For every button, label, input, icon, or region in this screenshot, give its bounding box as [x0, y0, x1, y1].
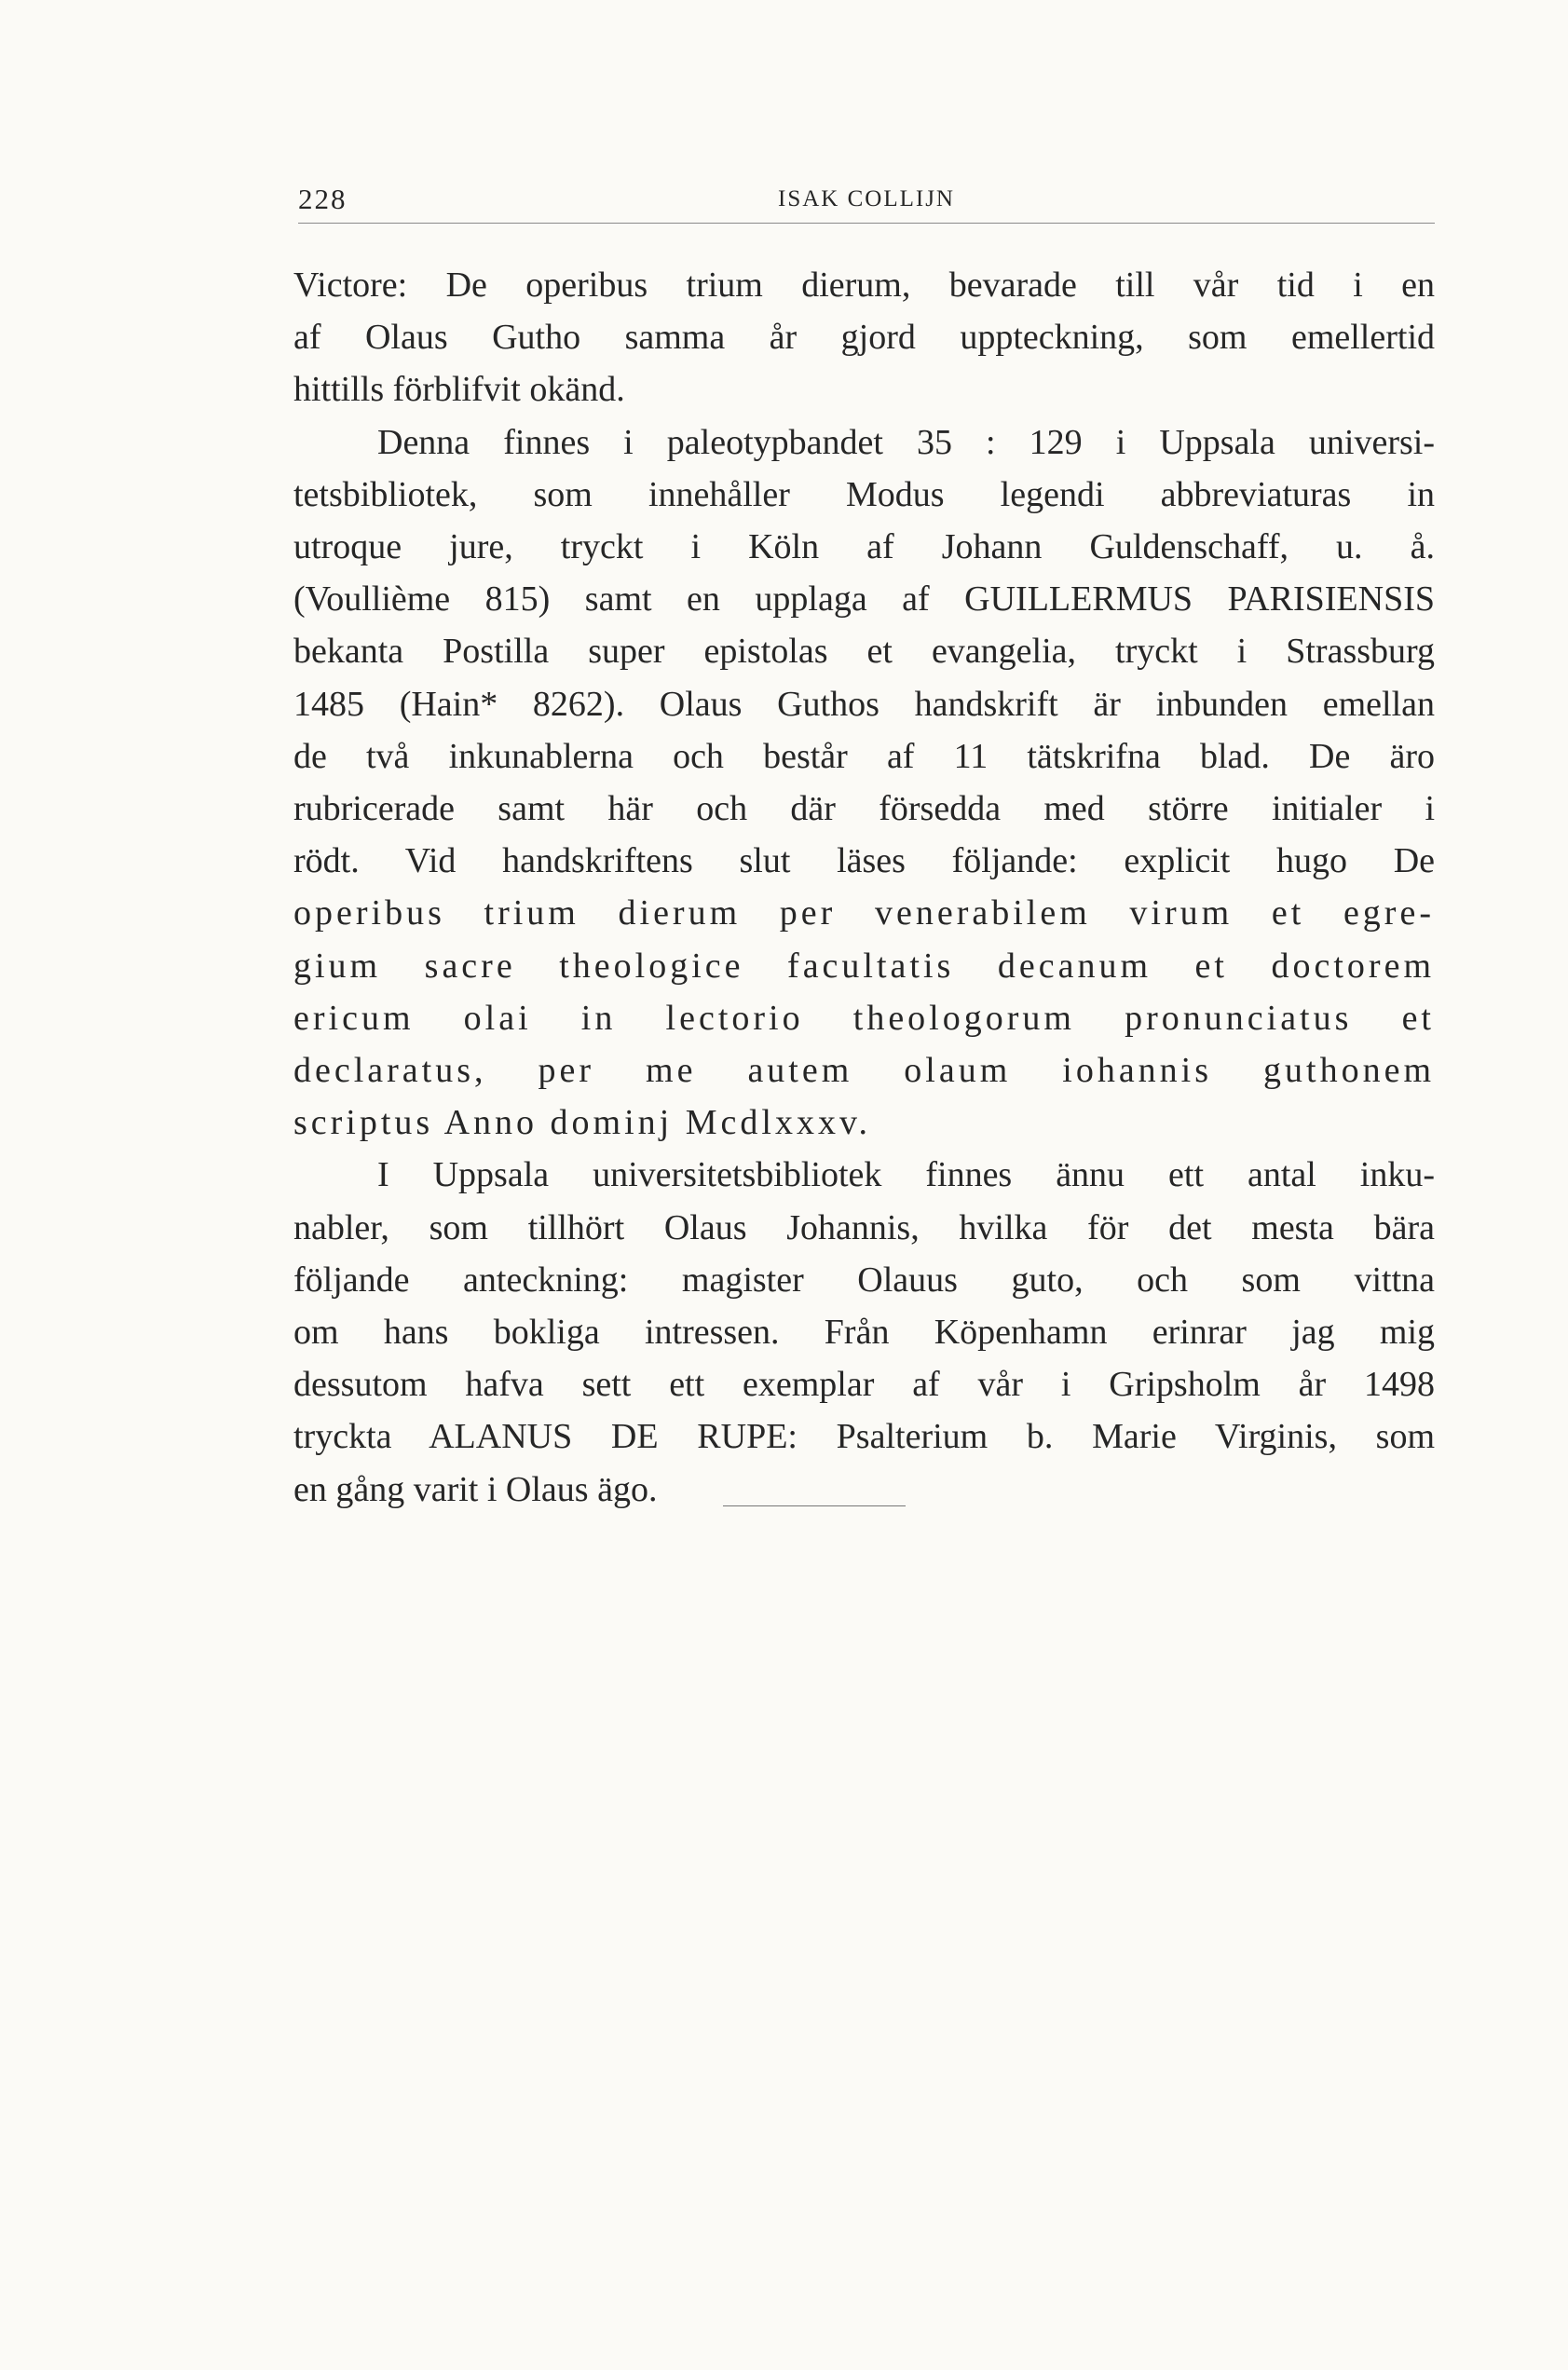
- paragraph-2-line-1: Denna finnes i paleotypbandet 35 : 129 i Uppsala universi-: [377, 422, 1435, 462]
- paragraph-2-line-13: declaratus, per me autem olaum iohannis guthonem: [293, 1051, 1435, 1091]
- paragraph-2-line-5: bekanta Postilla super epistolas et evangelia, tryckt i Strassburg: [293, 632, 1435, 672]
- paragraph-3-line-4: om hans bokliga intressen. Från Köpenhamn erinrar jag mig: [293, 1313, 1435, 1353]
- paragraph-2-line-3: utroque jure, tryckt i Köln af Johann Guldenschaff, u. å.: [293, 527, 1435, 567]
- paragraph-2-line-11: gium sacre theologice facultatis decanum et doctorem: [293, 946, 1435, 986]
- body-text: [293, 259, 1435, 1516]
- paragraph-2-line-8: rubricerade samt här och där försedda med större initialer i: [293, 789, 1435, 829]
- end-rule: [723, 1505, 906, 1506]
- paragraph-2-line-12: ericum olai in lectorio theologorum pronunciatus et: [293, 998, 1435, 1038]
- paragraph-3-line-3: följande anteckning: magister Olauus guto, och som vittna: [293, 1260, 1435, 1300]
- page-number: 228: [298, 183, 348, 215]
- paragraph-2-line-7: de två inkunablerna och består af 11 tätskrifna blad. De äro: [293, 736, 1435, 776]
- paragraph-2-line-2: tetsbibliotek, som innehåller Modus legendi abbreviaturas in: [293, 474, 1435, 514]
- page-header: [298, 183, 1435, 220]
- paragraph-3-line-5: dessutom hafva sett ett exemplar af vår i Gripsholm år 1498: [293, 1365, 1435, 1405]
- paragraph-3-line-6: tryckta ALANUS DE RUPE: Psalterium b. Marie Virginis, som: [293, 1417, 1435, 1457]
- running-head: ISAK COLLIJN: [778, 186, 955, 211]
- header-rule: [298, 223, 1435, 224]
- paragraph-3-line-7: en gång varit i Olaus ägo.: [293, 1469, 658, 1509]
- paragraph-1-line-3: hittills förblifvit okänd.: [293, 370, 625, 410]
- paragraph-2-line-9: rödt. Vid handskriftens slut läses följande: explicit hugo De: [293, 841, 1435, 881]
- paragraph-1-line-1: Victore: De operibus trium dierum, bevarade till vår tid i en: [293, 266, 1435, 305]
- paragraph-3-line-2: nabler, som tillhört Olaus Johannis, hvilka för det mesta bära: [293, 1207, 1435, 1247]
- paragraph-3-line-1: I Uppsala universitetsbibliotek finnes ännu ett antal inku-: [377, 1155, 1435, 1195]
- paragraph-2-line-4: (Voullième 815) samt en upplaga af GUILLERMUS PARISIENSIS: [293, 579, 1435, 620]
- paragraph-2-line-6: 1485 (Hain* 8262). Olaus Guthos handskrift är inbunden emellan: [293, 684, 1435, 724]
- paragraph-1-line-2: af Olaus Gutho samma år gjord uppteckning, som emellertid: [293, 318, 1435, 358]
- paragraph-2-line-10: operibus trium dierum per venerabilem virum et egre-: [293, 893, 1435, 933]
- paragraph-2-line-14: scriptus Anno dominj Mcdlxxxv.: [293, 1103, 871, 1143]
